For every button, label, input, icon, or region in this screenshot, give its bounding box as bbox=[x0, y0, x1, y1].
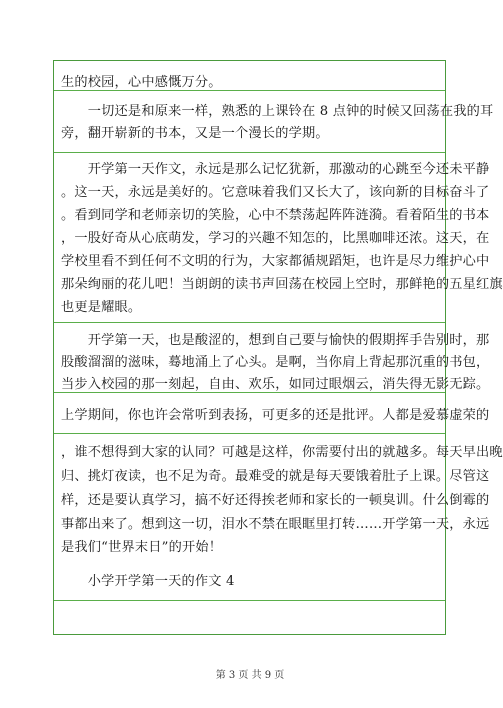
text-line: 也更是耀眼。 bbox=[61, 300, 142, 315]
text-line: 是我们“世界末日”的开始！ bbox=[61, 540, 223, 555]
text-line: ，谁不想得到大家的认同？可越是这样，你需要付出的就越多。每天早出晚 bbox=[61, 445, 503, 460]
text-line: 当步入校园的那一刻起，自由、欢乐，如同过眼烟云，消失得无影无踪。 bbox=[61, 377, 490, 392]
page-number: 第 3 页 共 9 页 bbox=[215, 670, 285, 681]
rule-line bbox=[54, 600, 445, 601]
text-line: 上学期间，你也许会常听到表扬，可更多的还是批评。人都是爱慕虚荣的 bbox=[61, 408, 490, 423]
text-line: 股酸溜溜的滋味，蓦地涌上了心头。是啊，当你肩上背起那沉重的书包， bbox=[61, 355, 490, 370]
text-line: 开学第一天作文，永远是那么记忆犹新，那激动的心跳至今还未平静 bbox=[61, 162, 490, 177]
ruled-page bbox=[53, 60, 503, 635]
rule-line bbox=[54, 322, 445, 323]
text-line: 。看到同学和老师亲切的笑脸，心中不禁荡起阵阵涟漪。看着陌生的书本 bbox=[61, 208, 490, 223]
text-line: 开学第一天，也是酸涩的，想到自己要与愉快的假期挥手告别时，那 bbox=[61, 333, 490, 348]
text-line: 。这一天，永远是美好的。它意味着我们又长大了，该向新的目标奋斗了 bbox=[61, 185, 490, 200]
text-line: 旁，翻开崭新的书本，又是一个漫长的学期。 bbox=[61, 126, 329, 141]
text-line: 学校里看不到任何不文明的行为，大家都循规蹈矩，也许是尽力维护心中 bbox=[61, 254, 490, 269]
rule-line bbox=[54, 433, 445, 434]
text-line: 小学开学第一天的作文 4 bbox=[61, 574, 235, 589]
text-line: ，一股好奇从心底萌发，学习的兴趣不知怎的，比黑咖啡还浓。这天，在 bbox=[61, 231, 490, 246]
text-line: 归、挑灯夜读，也不足为奇。最难受的就是每天要饿着肚子上课。尽管这 bbox=[61, 469, 490, 484]
text-line: 一切还是和原来一样，熟悉的上课铃在 8 点钟的时候又回荡在我的耳 bbox=[61, 104, 494, 119]
rule-line bbox=[54, 152, 445, 153]
text-line: 生的校园，心中感慨万分。 bbox=[61, 75, 222, 90]
text-line: 事都出来了。想到这一切，泪水不禁在眼眶里打转……开学第一天，永远 bbox=[61, 517, 490, 532]
text-line: 那朵绚丽的花儿吧！当朗朗的读书声回荡在校园上空时，那鲜艳的五星红旗 bbox=[61, 277, 503, 292]
text-line: 样，还是要认真学习，搞不好还得挨老师和家长的一顿臭训。什么倒霉的 bbox=[61, 493, 490, 508]
